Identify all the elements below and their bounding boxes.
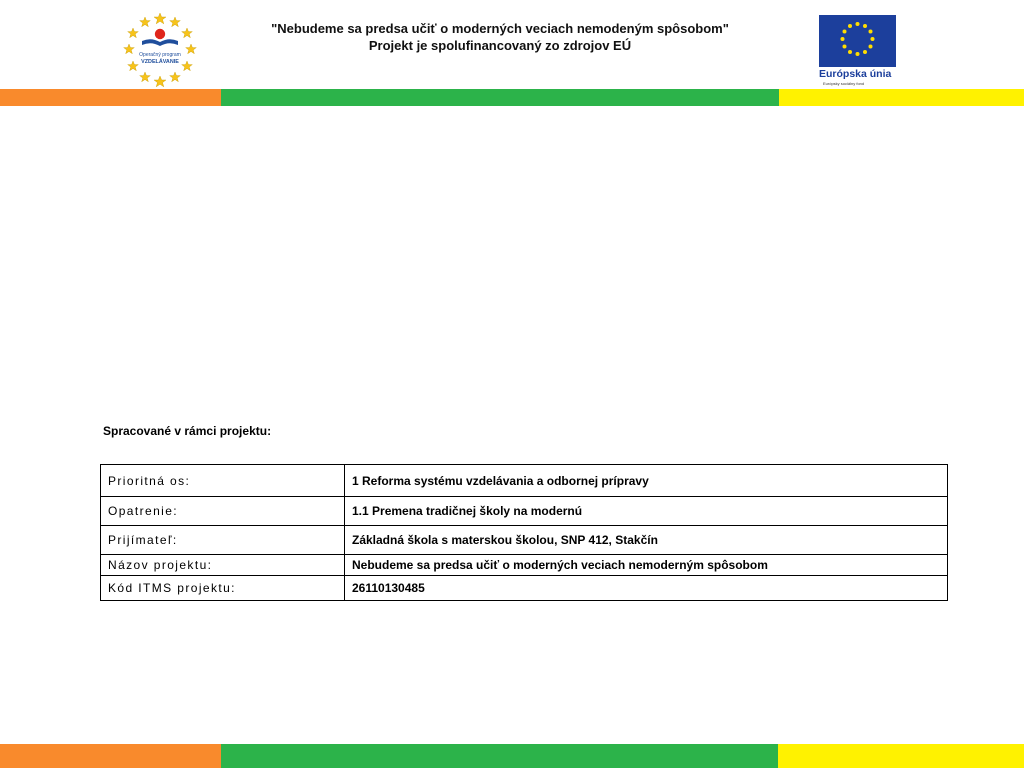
stripe-green [221,89,779,106]
table-row [101,465,948,497]
row-key: Kód ITMS projektu: [101,576,345,601]
star-icon [154,13,166,24]
table-row [101,555,948,576]
table-row [101,526,948,555]
logo-text-line2: VZDELÁVANIE [141,59,179,65]
header-title [230,20,770,54]
header-title-line1: "Nebudeme sa predsa učiť o moderných veciach nemodeným spôsobom" [271,21,729,36]
row-key: Názov projektu: [101,555,345,576]
row-key: Opatrenie: [101,497,345,526]
row-value: 1.1 Premena tradičnej školy na modernú [345,497,948,526]
stripe-yellow [779,89,1024,106]
star-icon [154,76,166,87]
top-color-stripe [0,89,1024,106]
eu-subtitle: Európsky sociálny fond [823,81,865,86]
row-value: Základná škola s materskou školou, SNP 412, Stakčín [345,526,948,555]
star-icon [170,72,181,82]
stripe-orange [0,89,221,106]
row-value: 26110130485 [345,576,948,601]
header [0,0,1024,89]
book-icon [142,39,178,46]
stripe-orange [0,744,221,768]
star-icon [124,44,135,54]
eu-flag-icon [819,15,896,67]
project-info-table [100,464,948,601]
star-icon [170,17,181,27]
star-icon [128,61,139,71]
stripe-yellow [778,744,1024,768]
star-icon [182,28,193,38]
bottom-color-stripe [0,744,1024,768]
star-icon [128,28,139,38]
eu-logo [819,15,897,87]
row-key: Prioritná os: [101,465,345,497]
operacny-program-vzdelavanie-logo [121,12,199,88]
row-value: Nebudeme sa predsa učiť o moderných veciach nemoderným spôsobom [345,555,948,576]
row-key: Prijímateľ: [101,526,345,555]
table-row [101,576,948,601]
star-icon [140,72,151,82]
sun-icon [155,29,165,39]
logo-text-line1: Operačný program [139,52,181,58]
table-row [101,497,948,526]
star-icon [186,44,197,54]
eu-name: Európska únia [819,68,892,80]
section-label: Spracované v rámci projektu: [103,424,272,438]
stripe-green [221,744,778,768]
row-value: 1 Reforma systému vzdelávania a odbornej prípravy [345,465,948,497]
header-title-line2: Projekt je spolufinancovaný zo zdrojov EÚ [368,38,632,53]
star-icon [182,61,193,71]
star-icon [140,17,151,27]
